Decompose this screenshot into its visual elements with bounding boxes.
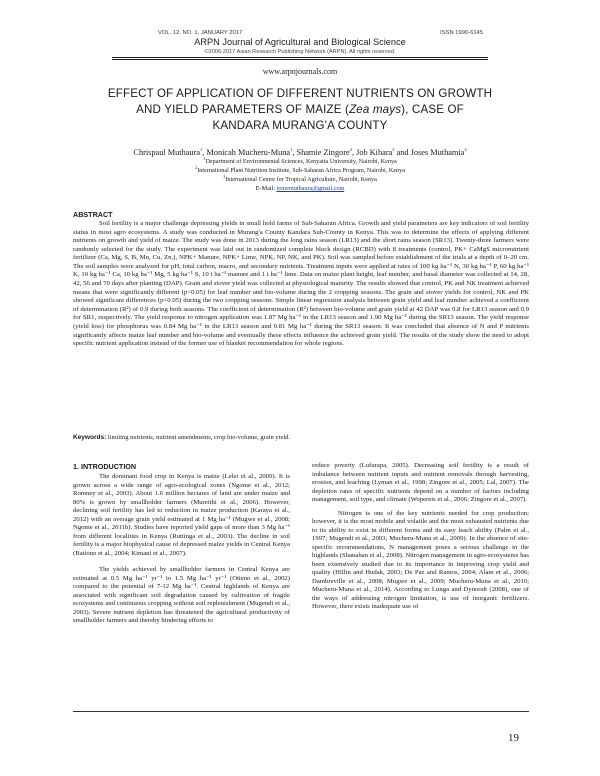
affiliation-1-num: 1 bbox=[203, 155, 206, 161]
intro-paragraph-3: reduce poverty (Lufurapa, 2005). Decreasing soil fertility is a result of imbalance between nutrient inputs and nutrient removals through harvesting, erosion, and leaching (Lyman et al., 1998; Zingore et al., 2005; Lal, 2007). The depletion rates of specific nutrients depend on a number of factors including management, soil type, and climate (Wopereis et al., 2006; Zingore et al., 2007). bbox=[312, 462, 529, 503]
affiliation-3-text: International Centre for Tropical Agriculture, Nairobi, Kenya bbox=[225, 176, 377, 183]
copyright-line: ©2006-2017 Asian Research Publishing Network (ARPN). All rights reserved. bbox=[204, 49, 396, 55]
left-column bbox=[73, 473, 290, 626]
title-line-2 bbox=[60, 102, 540, 118]
journal-name: ARPN Journal of Agricultural and Biological Science bbox=[194, 37, 406, 47]
author-3: , Shamie Zingore bbox=[292, 148, 350, 157]
affiliation-2 bbox=[0, 164, 600, 174]
volume-info: VOL. 12, NO. 1, JANUARY 2017 bbox=[158, 30, 243, 36]
author-2: , Monicah Mucheru-Muna bbox=[202, 148, 291, 157]
author-5: and Joses Muthamia bbox=[394, 148, 465, 157]
intro-paragraph-4: Nitrogen is one of the key nutrients needed for crop production; however, it is the most mobile and volatile and the most exhausted nutrients due to its ability to exist in different forms and its easy leach ability (Palm et al., 1997; Mugendi et al., 2003; Mucheru-Muna et al., 2009). In the absence of site-specific recommendations, N management poses a serious challenge in the highlands (Shanahan et al., 2008). Nitrogen management in agro-ecosystems has been extensively studied due to its importance in improving crop yield and quality (Hillin and Hudak, 2003; De Paz and Ramos, 2004; Alam et al., 2006; Dambreville et al., 2008; Mugwe et al., 2009; Mucheru-Muna et al., 2010; Mucheru-Muna et al., 2014). According to Lunga and Dynoodt (2008), one of the ways of addressing nitrogen limitation, is use of inorganic fertilizers. However, there exists inadequate use of bbox=[312, 509, 529, 610]
affiliation-1 bbox=[0, 155, 600, 165]
author-1-aff: 1 bbox=[200, 147, 203, 153]
keywords bbox=[73, 434, 529, 441]
intro-paragraph-1: The dominant food crop in Kenya is maize (Lelei et al., 2009). It is grown across a wide range of agro-ecological zones (Ngome et al., 2012; Romney et al., 2003). About 1.6 million hectares of land are under maize and 80% is grown by smallholder farmers (Mureithi et al., 2006). However, declining soil fertility has led to reduction in maize production (Karaya et al., 2012) with an average grain yield estimated at 1 Mg ha⁻¹ (Mugwe et al., 2008; Ngome et al., 2011b). Studies have reported yield gaps of more than 3 Mg ha⁻¹ from different localities in Kenya (Ruttinga et al., 2003). The decline in soil fertility is a major biophysical cause of depressed maize yields in Central Kenya (Bationo et al., 2004; Kimani et al., 2007). bbox=[73, 473, 290, 557]
introduction-heading: 1. INTRODUCTION bbox=[73, 462, 137, 471]
affiliation-2-text: International Plant Nutrition Institute, Sub-Saharan Africa Program, Nairobi, Kenya bbox=[197, 167, 405, 174]
email-label: E-Mail: bbox=[255, 185, 277, 192]
issn-info: ISSN 1990-6145 bbox=[440, 30, 483, 36]
affiliation-2-num: 2 bbox=[195, 164, 198, 170]
title-line-3: KANDARA MURANG'A COUNTY bbox=[212, 119, 388, 132]
title-line-1: EFFECT OF APPLICATION OF DIFFERENT NUTRIENTS ON GROWTH bbox=[107, 87, 493, 100]
affiliation-3 bbox=[0, 173, 600, 183]
author-2-aff: 1 bbox=[290, 147, 293, 153]
keywords-label: Keywords: bbox=[73, 434, 107, 441]
title-line-2-pre: AND YIELD PARAMETERS OF MAIZE ( bbox=[136, 103, 350, 116]
author-4-aff: 3 bbox=[392, 147, 395, 153]
author-list bbox=[40, 148, 560, 157]
affiliation-1-text: Department of Environmental Sciences, Kenyatta University, Nairobi, Kenya bbox=[205, 158, 397, 165]
abstract-body: Soil fertility is a major challenge depressing yields in small hold farms of Sub-Saharan Africa. Growth and yield parameters are key indicators of soil fertility status in most agro ecosystems. A study was conducted in Murang'a County Kandara Sub-County in Kenya. This was to determine the effects of applying different nutrients on growth and yield of maize. The study was done in 2013 during the long rains season (LR13) and the short rains season (SR13). Twenty-three farmers were randomly selected for the study. The experiment was laid out in randomized complete block design (RCBD) with 8 treatments (control, PK+ CaMgS micronutrient fertilizer (Ca, Mg, S, B, Mn, Cu, Zn,), NPK+ Manure, NPK+ Lime, NPK, NP, NK, and PK). Soil was sampled before establishment of the trials at a depth of 0–20 cm. The soil samples were analyzed for pH, total carbon, macro, and secondary nutrients. Treatment inputs were applied at rates of 100 kg ha⁻¹ N, 30 kg ha⁻¹ P, 60 kg ha⁻¹ K, 10 kg ha⁻¹ Ca, 10 kg ha⁻¹ Mg, 5 kg ha⁻¹ S, 10 t ha⁻¹ manure and 1 t ha⁻¹ lime. Data on maize plant height, leaf number, and basal diameter was collected at 14, 28, 42, 56 and 70 days after planting (DAP). Grain and stover yield was collected at physiological maturity. The results showed that control, PK and NK treatment achieved means that were significantly different (p<0.05) for leaf number and bio-volume during the 2 cropping seasons. The grain and stover yields for control, NK and PK showed significant differences (p<0.05) during the two cropping seasons. Simple linear regression analysis between grain yield and leaf number achieved a coefficient of determination (R²) of 0.9 during both seasons. The coefficient of determination (R²) between bio-volume and grain yield at 42 DAP was 0.8 for LR13 season and 0.9 for SR1, respectively. The yield response to nitrogen application was 1.87 Mg ha⁻¹ in the LR13 season and 1.90 Mg ha⁻¹ during the SR13 season. The yield response (yield loss) for phosphorus was 0.84 Mg ha⁻¹ in the LR13 season and 0.81 Mg ha⁻¹ during the SR13 season. It was concluded that absence of N and P nutrients significantly affects maize leaf number and bio-volume and eventually these effects influence the achieved grain yield. The results of the study show the need to adopt specific nutrient application instead of the former use of blanket recommendation for whole regions. bbox=[73, 220, 529, 348]
paper-title bbox=[60, 86, 540, 134]
author-5-aff: 2 bbox=[464, 147, 467, 153]
contact-email bbox=[0, 185, 600, 192]
header-divider-2 bbox=[112, 59, 488, 60]
title-line-2-post: ), CASE OF bbox=[401, 103, 464, 116]
header-divider bbox=[112, 57, 488, 58]
author-1: Chrispaul Muthaura bbox=[133, 148, 201, 157]
abstract-heading: ABSTRACT bbox=[73, 210, 113, 219]
page-number: 19 bbox=[508, 732, 519, 744]
affiliation-3-num: 3 bbox=[223, 173, 226, 179]
footer-divider bbox=[73, 711, 529, 712]
keywords-text: limiting nutrients, nutrient amendments, crop bio-volume, grain yield. bbox=[106, 434, 291, 441]
author-4: , Job Kihara bbox=[351, 148, 393, 157]
author-3-aff: 2 bbox=[349, 147, 352, 153]
email-link[interactable]: irenemuthaura@gmail.com bbox=[276, 185, 345, 192]
right-column bbox=[312, 462, 529, 612]
journal-website[interactable]: www.arpnjournals.com bbox=[262, 67, 338, 76]
title-species: Zea mays bbox=[349, 103, 402, 116]
intro-paragraph-2: The yields achieved by smallholder farmers in Central Kenya are estimated at 0.5 Mg ha⁻¹ yr⁻¹ to 1.5 Mg ha⁻¹ yr⁻¹ (Otieno et al., 2002) compared to the potential of 7-12 Mg ha⁻¹. Central highlands of Kenya are associated with significant soil degradation caused by cultivation of fragile ecosystems and continuous cropping without soil replenishment (Mugendi et al., 2003). Severe nutrient depletion has threatened the agricultural productivity of smallholder farmers and thereby hindering efforts to bbox=[73, 566, 290, 624]
